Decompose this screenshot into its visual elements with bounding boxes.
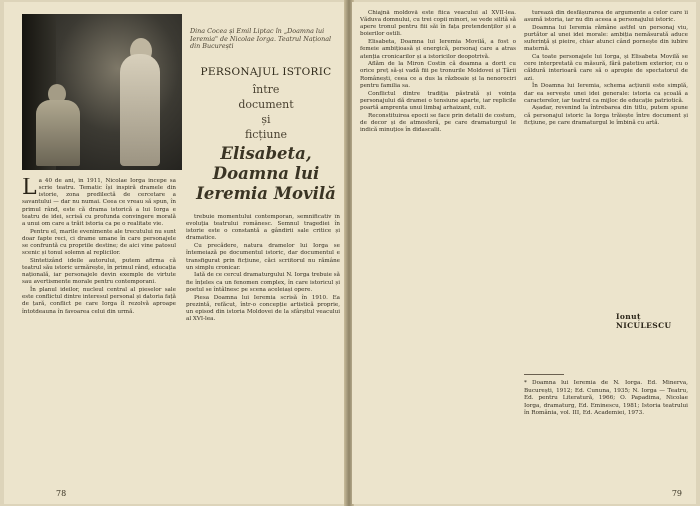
paragraph: În Doamna lui Ieremia, schema acțiunii este simplă, dar ea servește unei idei generale: istoria ca școală a caracterelor, iar teatrul ca mijloc de educație patriotică. — [524, 83, 688, 104]
page-number-right: 79 — [671, 489, 682, 498]
article-kicker: PERSONAJUL ISTORIC — [200, 66, 332, 78]
paragraph: Chiajnă moldovă este fiica veacului al XVII-lea. Văduva domnului, cu trei copii minori, se vede silită să apere tronul pentru fiii săi în fața pretendenților și a boierilor ostili. — [360, 10, 516, 38]
paragraph: Doamna lui Ieremia rămâne astfel un personaj viu, purtător al unei idei morale: ambiția nemăsurată aduce suferință și pieire, chiar atunci când pornește din iubire maternă. — [524, 24, 688, 53]
right-page — [352, 2, 696, 504]
paragraph: Iată de ce cercul dramaturgului N. Iorga trebuie să fie înțeles ca un fenomen complex, în care istoricul și poetul se întâlnesc pe scena aceleiași opere. — [186, 272, 340, 293]
title-line: Doamna lui — [212, 164, 320, 183]
paragraph: În planul ideilor, nucleul central al pieselor sale este conflictul dintre interesul personal și datoria față de țară, conflict pe care Iorga îl rezolvă aproape întotdeauna în favoarea celui din urmă. — [22, 287, 176, 315]
photo-caption: Dina Cocea și Emil Liptac în „Doamna lui Ieremia" de Nicolae Iorga. Teatrul Național din București — [190, 27, 332, 51]
stage-photo — [22, 14, 182, 170]
article-title — [190, 144, 342, 204]
paragraph: Ca toate personajele lui Iorga, și Elisabeta Movilă se cere interpretată cu măsură, fără patetism exterior, cu o căldură interioară care să o apropie de spectatorul de azi. — [524, 54, 688, 82]
right-column-1 — [360, 10, 516, 490]
paragraph: Pentru el, marile evenimente ale trecutului nu sunt doar fapte reci, ci drame umane în care personajele se confruntă cu propriile destine; de aici vine patosul scenic și tonul solemn al replicilor. — [22, 228, 176, 257]
paragraph: Cu precădere, natura dramelor lui Iorga se întemeiază pe documentul istoric, dar documentul e transfigurat prin ficțiune, căci scriitorul nu rămâne un simplu cronicar. — [186, 243, 340, 271]
article-subtitle — [190, 82, 342, 142]
photo-actress — [36, 100, 80, 166]
title-line: Ieremia Movilă — [196, 184, 336, 203]
paragraph: a 40 de ani, în 1911, Nicolae Iorga începe sa scrie teatru. Tematic își inspiră dramele din istorie, zona predilectă de cercetare a savantului — dar nu numai. Ceea ce vreau să spun, în primul rând, este că drama istorică a lui Iorga e teatru de idei, scrisă cu profunda convingere morală a unui om care a trăit istoria ca pe o realitate vie. — [22, 178, 176, 227]
left-column-2 — [186, 214, 340, 490]
subtitle-line: document — [238, 98, 294, 111]
title-line: Elisabeta, — [220, 144, 312, 163]
paragraph: Sintetizând ideile autorului, putem afirma că teatrul său istoric urmărește, în primul rând, educația națională, iar personajele devin exemple de virtute sau avertismente morale pentru contemporani. — [22, 257, 176, 286]
paragraph: Așadar, revenind la întrebarea din titlu, putem spune că personajul istoric la Iorga trăiește între document și ficțiune, pe care dramaturgul le îmbină cu artă. — [524, 105, 688, 126]
footnote-rule — [524, 374, 564, 375]
footnotes: * Doamna lui Ieremia de N. Iorga. Ed. Minerva, București, 1912; Ed. Cununa, 1935; N. Iorga — Teatru, Ed. pentru Literatură, 1966; O. Papadima, Nicolae Iorga, dramaturg, Ed. Eminescu, 1981; Istoria teatrului în România, vol. III, Ed. Academiei, 1973. — [524, 380, 688, 416]
subtitle-line: între — [252, 83, 280, 96]
paragraph: Piesa Doamna lui Ieremia scrisă în 1910. Ea prezintă, refăcut, într-o concepție artistică proprie, un episod din istoria Moldovei de la sfârșitul veacului al XVI-lea. — [186, 294, 340, 322]
photo-actor — [120, 54, 160, 166]
left-column-1 — [22, 178, 176, 488]
paragraph: Aflăm de la Miron Costin că doamna a dorit cu orice preț să-și vadă fiii pe tronurile Moldovei și Țării Românești, ceea ce a dus la războaie și la nenorociri pentru familia sa. — [360, 61, 516, 89]
paragraph: trebuie momentului contemporan, semnificativ în evoluția teatrului românesc. Semnul tragediei în istorie este o constantă a gândirii sale critice și dramatice. — [186, 214, 340, 242]
subtitle-line: și — [261, 113, 271, 126]
paragraph: turează din desfășurarea de argumente a celor care îi asumă istoria, iar nu din aceea a personajului istoric. — [524, 10, 688, 24]
paragraph: Reconstituirea epocii se face prin detalii de costum, de decor și de atmosferă, pe care dramaturgul le indică minuțios în didascalii. — [360, 112, 516, 133]
author-signature: Ionuț NICULESCU — [616, 312, 672, 330]
drop-cap: L — [22, 178, 37, 200]
subtitle-line: ficțiune — [244, 128, 288, 141]
paragraph: Elisabeta, Doamna lui Ieremia Movilă, a fost o femeie ambițioasă și energică, personaj care a atras atenția cronicarilor și a istoricilor deopotrivă. — [360, 39, 516, 60]
right-column-2 — [524, 10, 688, 356]
paragraph: Conflictul dintre tradiția păstrată și voința personajului dă dramei o tensiune aparte, iar replicile poartă amprenta unui limbaj arhaizant, cult. — [360, 90, 516, 111]
page-number-left: 78 — [56, 489, 67, 498]
left-page — [4, 2, 346, 504]
